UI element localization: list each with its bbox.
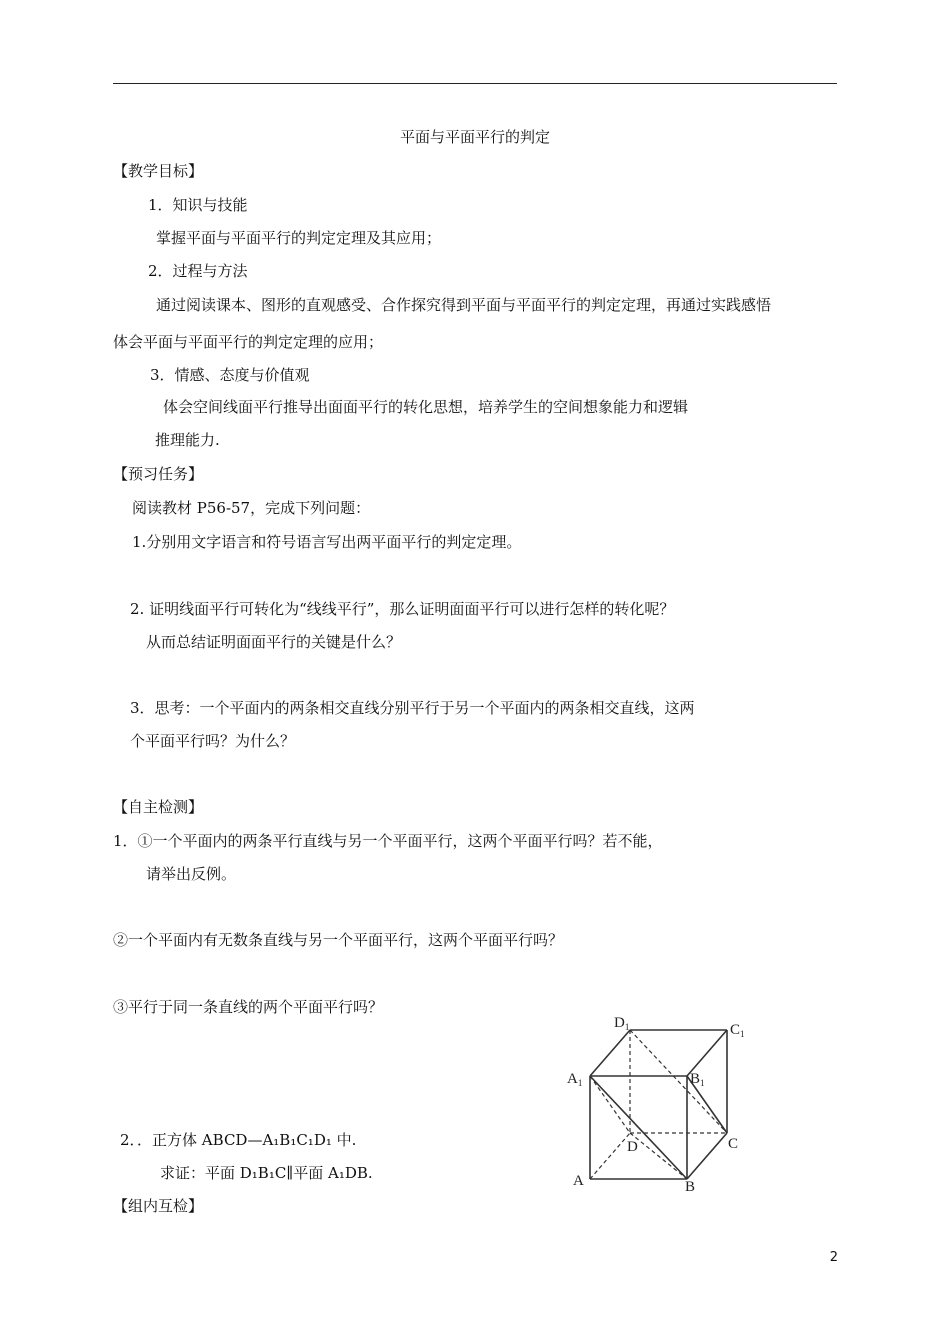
section-objectives: 【教学目标】 [113,162,204,180]
objective-3-heading: 3．情感、态度与价值观 [150,366,310,384]
diagonal-a1-b [590,1076,687,1179]
selfcheck-question-2-line1: 2．．正方体 ABCD—A₁B₁C₁D₁ 中. [120,1131,357,1149]
selfcheck-question-1-2: ②一个平面内有无数条直线与另一个平面平行，这两个平面平行吗？ [113,931,564,949]
preview-question-2-line2: 从而总结证明面面平行的关键是什么？ [146,633,402,651]
selfcheck-question-2-line2: 求证：平面 D₁B₁C∥平面 A₁DB. [160,1164,373,1182]
selfcheck-question-1-line1: 1．①一个平面内的两条平行直线与另一个平面平行，这两个平面平行吗？若不能， [113,832,663,850]
preview-question-3-line1: 3．思考：一个平面内的两条相交直线分别平行于另一个平面内的两条相交直线，这两 [130,699,695,717]
objective-2-body-line2: 体会平面与平面平行的判定定理的应用； [113,333,384,351]
label-d1: $D_1$ [614,1015,630,1032]
preview-question-1: 1.分别用文字语言和符号语言写出两平面平行的判定定理。 [132,533,522,551]
section-preview: 【预习任务】 [113,465,204,483]
selfcheck-question-1-line2: 请举出反例。 [146,865,237,883]
preview-question-3-line2: 个平面平行吗？为什么？ [130,732,296,750]
edge-b-c [687,1133,727,1179]
objective-2-body-line1: 通过阅读课本、图形的直观感受、合作探究得到平面与平面平行的判定定理，再通过实践感悟 [156,296,772,314]
section-groupcheck: 【组内互检】 [113,1197,204,1215]
edge-a1-d1 [590,1030,630,1076]
diagonal-d-b [630,1133,687,1179]
objective-1-heading: 1．知识与技能 [148,196,248,214]
label-b: B [685,1179,696,1195]
label-d: D [627,1139,638,1155]
cube-vertex-labels [567,1015,745,1195]
objective-2-heading: 2．过程与方法 [148,262,248,280]
cube-figure [550,1005,780,1195]
objective-1-body: 掌握平面与平面平行的判定定理及其应用； [156,229,442,247]
edge-a-d [590,1133,630,1179]
header-rule [113,83,837,84]
label-a1: $A_1$ [567,1071,583,1088]
objective-3-body-line2: 推理能力. [155,431,220,449]
page-title: 平面与平面平行的判定 [399,128,550,146]
page-number: 2 [829,1250,838,1265]
edge-b1-c1 [687,1030,727,1076]
preview-intro: 阅读教材 P56-57，完成下列问题： [132,499,371,517]
label-b1: $B_1$ [690,1071,705,1088]
label-c1: $C_1$ [730,1022,745,1039]
section-selfcheck: 【自主检测】 [113,798,204,816]
preview-question-2-line1: 2. 证明线面平行可转化为“线线平行”，那么证明面面平行可以进行怎样的转化呢？ [130,600,675,618]
objective-3-body-line1: 体会空间线面平行推导出面面平行的转化思想，培养学生的空间想象能力和逻辑 [163,398,689,416]
diagonal-d1-c [630,1030,727,1133]
diagonal-a1-d [590,1076,630,1133]
label-a: A [573,1173,584,1189]
selfcheck-question-1-3: ③平行于同一条直线的两个平面平行吗？ [113,998,384,1016]
label-c: C [728,1136,739,1152]
